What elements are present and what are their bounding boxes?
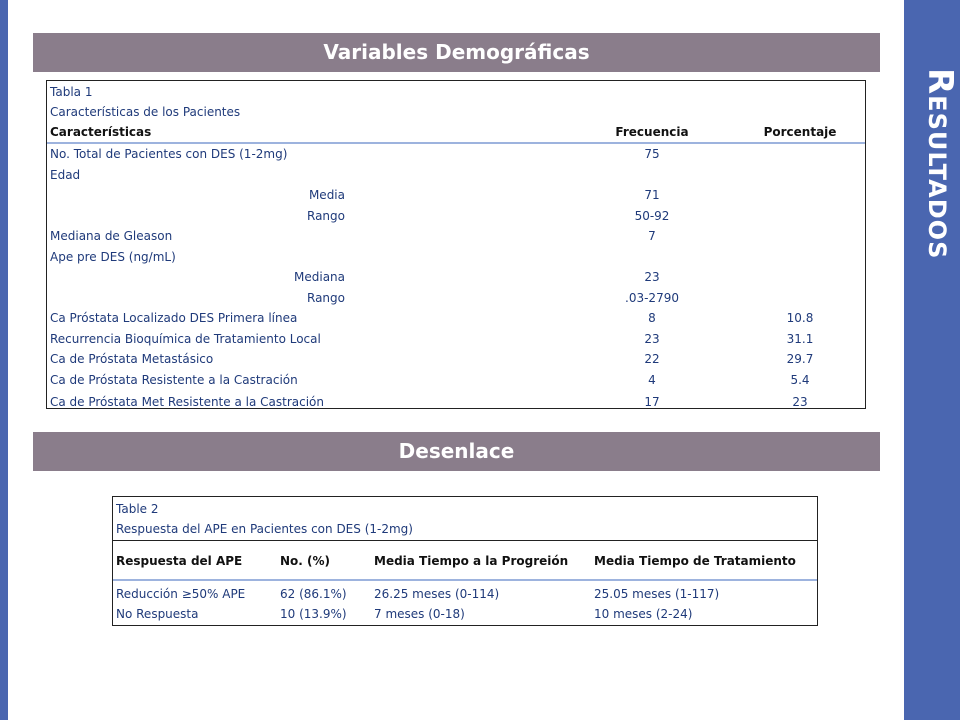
table-caption-subtitle: Características de los Pacientes [50, 105, 241, 119]
vertical-page-title: Resultados [920, 68, 960, 260]
row-label: Ca de Próstata Metastásico [50, 352, 214, 366]
cell-count: 62 (86.1%) [280, 587, 347, 601]
table-header-row [113, 551, 817, 571]
row-label: Mediana de Gleason [50, 229, 173, 243]
row-sublabel: Rango [307, 290, 345, 305]
cell-frequency: .03-2790 [625, 290, 679, 305]
cell-frequency: 17 [644, 394, 660, 409]
cell-frequency: 23 [644, 331, 660, 346]
row-label: No. Total de Pacientes con DES (1-2mg) [50, 147, 288, 161]
column-header-count: No. (%) [280, 554, 331, 568]
cell-count: 10 (13.9%) [280, 607, 347, 621]
row-sublabel: Media [308, 188, 345, 202]
table-patient-characteristics [46, 80, 866, 409]
table-row [47, 144, 865, 164]
cell-frequency: 8 [648, 311, 656, 325]
section-header-outcome: Desenlace [33, 432, 880, 471]
column-header-progression-time: Media Tiempo a la Progreión [374, 554, 569, 568]
table-caption-title: Tabla 1 [50, 85, 93, 99]
cell-response: Reducción ≥50% APE [116, 587, 246, 601]
header-divider [113, 579, 817, 581]
cell-response: No Respuesta [116, 607, 199, 621]
table-row [47, 206, 865, 226]
row-label: Ca de Próstata Resistente a la Castración [50, 372, 298, 387]
table-row [47, 392, 865, 412]
column-header-response: Respuesta del APE [116, 554, 243, 568]
cell-frequency: 7 [648, 229, 656, 243]
cell-treatment-time: 25.05 meses (1-117) [594, 587, 720, 601]
table-caption [47, 82, 865, 102]
caption-divider [113, 540, 817, 541]
cell-progression-time: 26.25 meses (0-114) [374, 587, 500, 601]
row-sublabel: Mediana [294, 270, 345, 284]
column-header-percentage: Porcentaje [763, 125, 837, 139]
row-label: Recurrencia Bioquímica de Tratamiento Local [50, 331, 321, 346]
row-sublabel: Rango [307, 208, 345, 223]
table-row [47, 329, 865, 349]
table-psa-response [112, 496, 818, 626]
table-row [47, 165, 865, 185]
column-header-treatment-time: Media Tiempo de Tratamiento [594, 554, 796, 568]
table-row [47, 226, 865, 246]
cell-frequency: 4 [648, 372, 656, 387]
cell-treatment-time: 10 meses (2-24) [594, 607, 693, 621]
cell-frequency: 22 [644, 352, 660, 366]
table-row [47, 308, 865, 328]
table-row [47, 185, 865, 205]
table-row [113, 584, 817, 604]
table-row [47, 267, 865, 287]
cell-percentage: 10.8 [786, 311, 814, 325]
cell-percentage: 29.7 [786, 352, 814, 366]
table-row [47, 370, 865, 390]
table-caption-subtitle: Respuesta del APE en Pacientes con DES (1-2mg) [116, 522, 413, 536]
cell-frequency: 71 [644, 188, 660, 202]
row-label: Ca Próstata Localizado DES Primera línea [50, 311, 298, 325]
left-accent-bar [0, 0, 8, 720]
cell-percentage: 23 [792, 394, 808, 409]
cell-frequency: 75 [644, 147, 660, 161]
table-caption-title: Table 2 [116, 502, 159, 516]
table-caption [47, 102, 865, 122]
cell-frequency: 23 [644, 270, 660, 284]
row-label: Ape pre DES (ng/mL) [50, 249, 176, 264]
cell-percentage: 31.1 [786, 331, 814, 346]
table-row [47, 349, 865, 369]
row-label: Edad [50, 167, 81, 182]
cell-progression-time: 7 meses (0-18) [374, 607, 465, 621]
column-header-characteristics: Características [50, 125, 152, 139]
table-header-row [47, 122, 865, 142]
table-row [113, 604, 817, 624]
table-row [47, 288, 865, 308]
cell-percentage: 5.4 [790, 372, 810, 387]
cell-frequency: 50-92 [634, 208, 670, 223]
table-row [47, 247, 865, 267]
row-label: Ca de Próstata Met Resistente a la Castración [50, 394, 324, 409]
section-header-demographics: Variables Demográficas [33, 33, 880, 72]
column-header-frequency: Frecuencia [615, 125, 689, 139]
